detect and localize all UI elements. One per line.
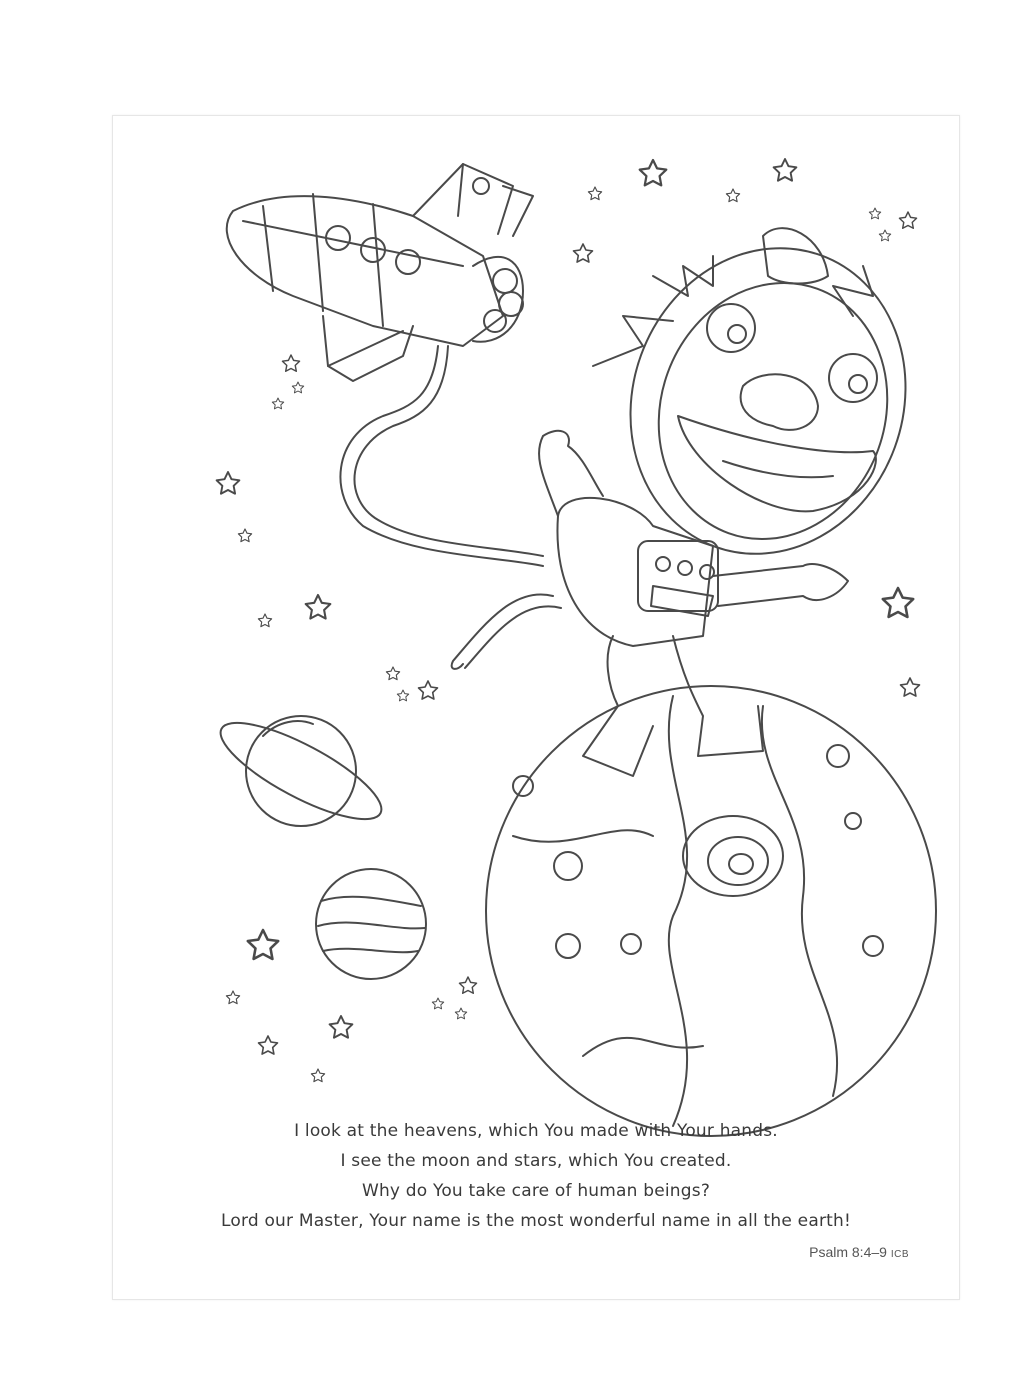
verse-text [113,1116,959,1236]
verse-line-1: I look at the heavens, which You made with Your hands. [294,1121,778,1141]
scripture-reference [809,1244,909,1260]
verse-line-4: Lord our Master, Your name is the most wonderful name in all the earth! [221,1211,851,1231]
space-shuttle [227,164,533,381]
coloring-page [112,115,960,1300]
reference-passage: Psalm 8:4–9 [809,1244,887,1260]
verse-line-3: Why do You take care of human beings? [361,1181,711,1201]
tether-hose [340,346,543,566]
verse-line-2: I see the moon and stars, which You created. [340,1151,732,1171]
striped-planet [316,869,426,979]
swirl-planet [486,686,936,1136]
reference-version: ICB [890,1249,909,1260]
ringed-planet [209,706,392,836]
tiger-astronaut [452,209,948,776]
